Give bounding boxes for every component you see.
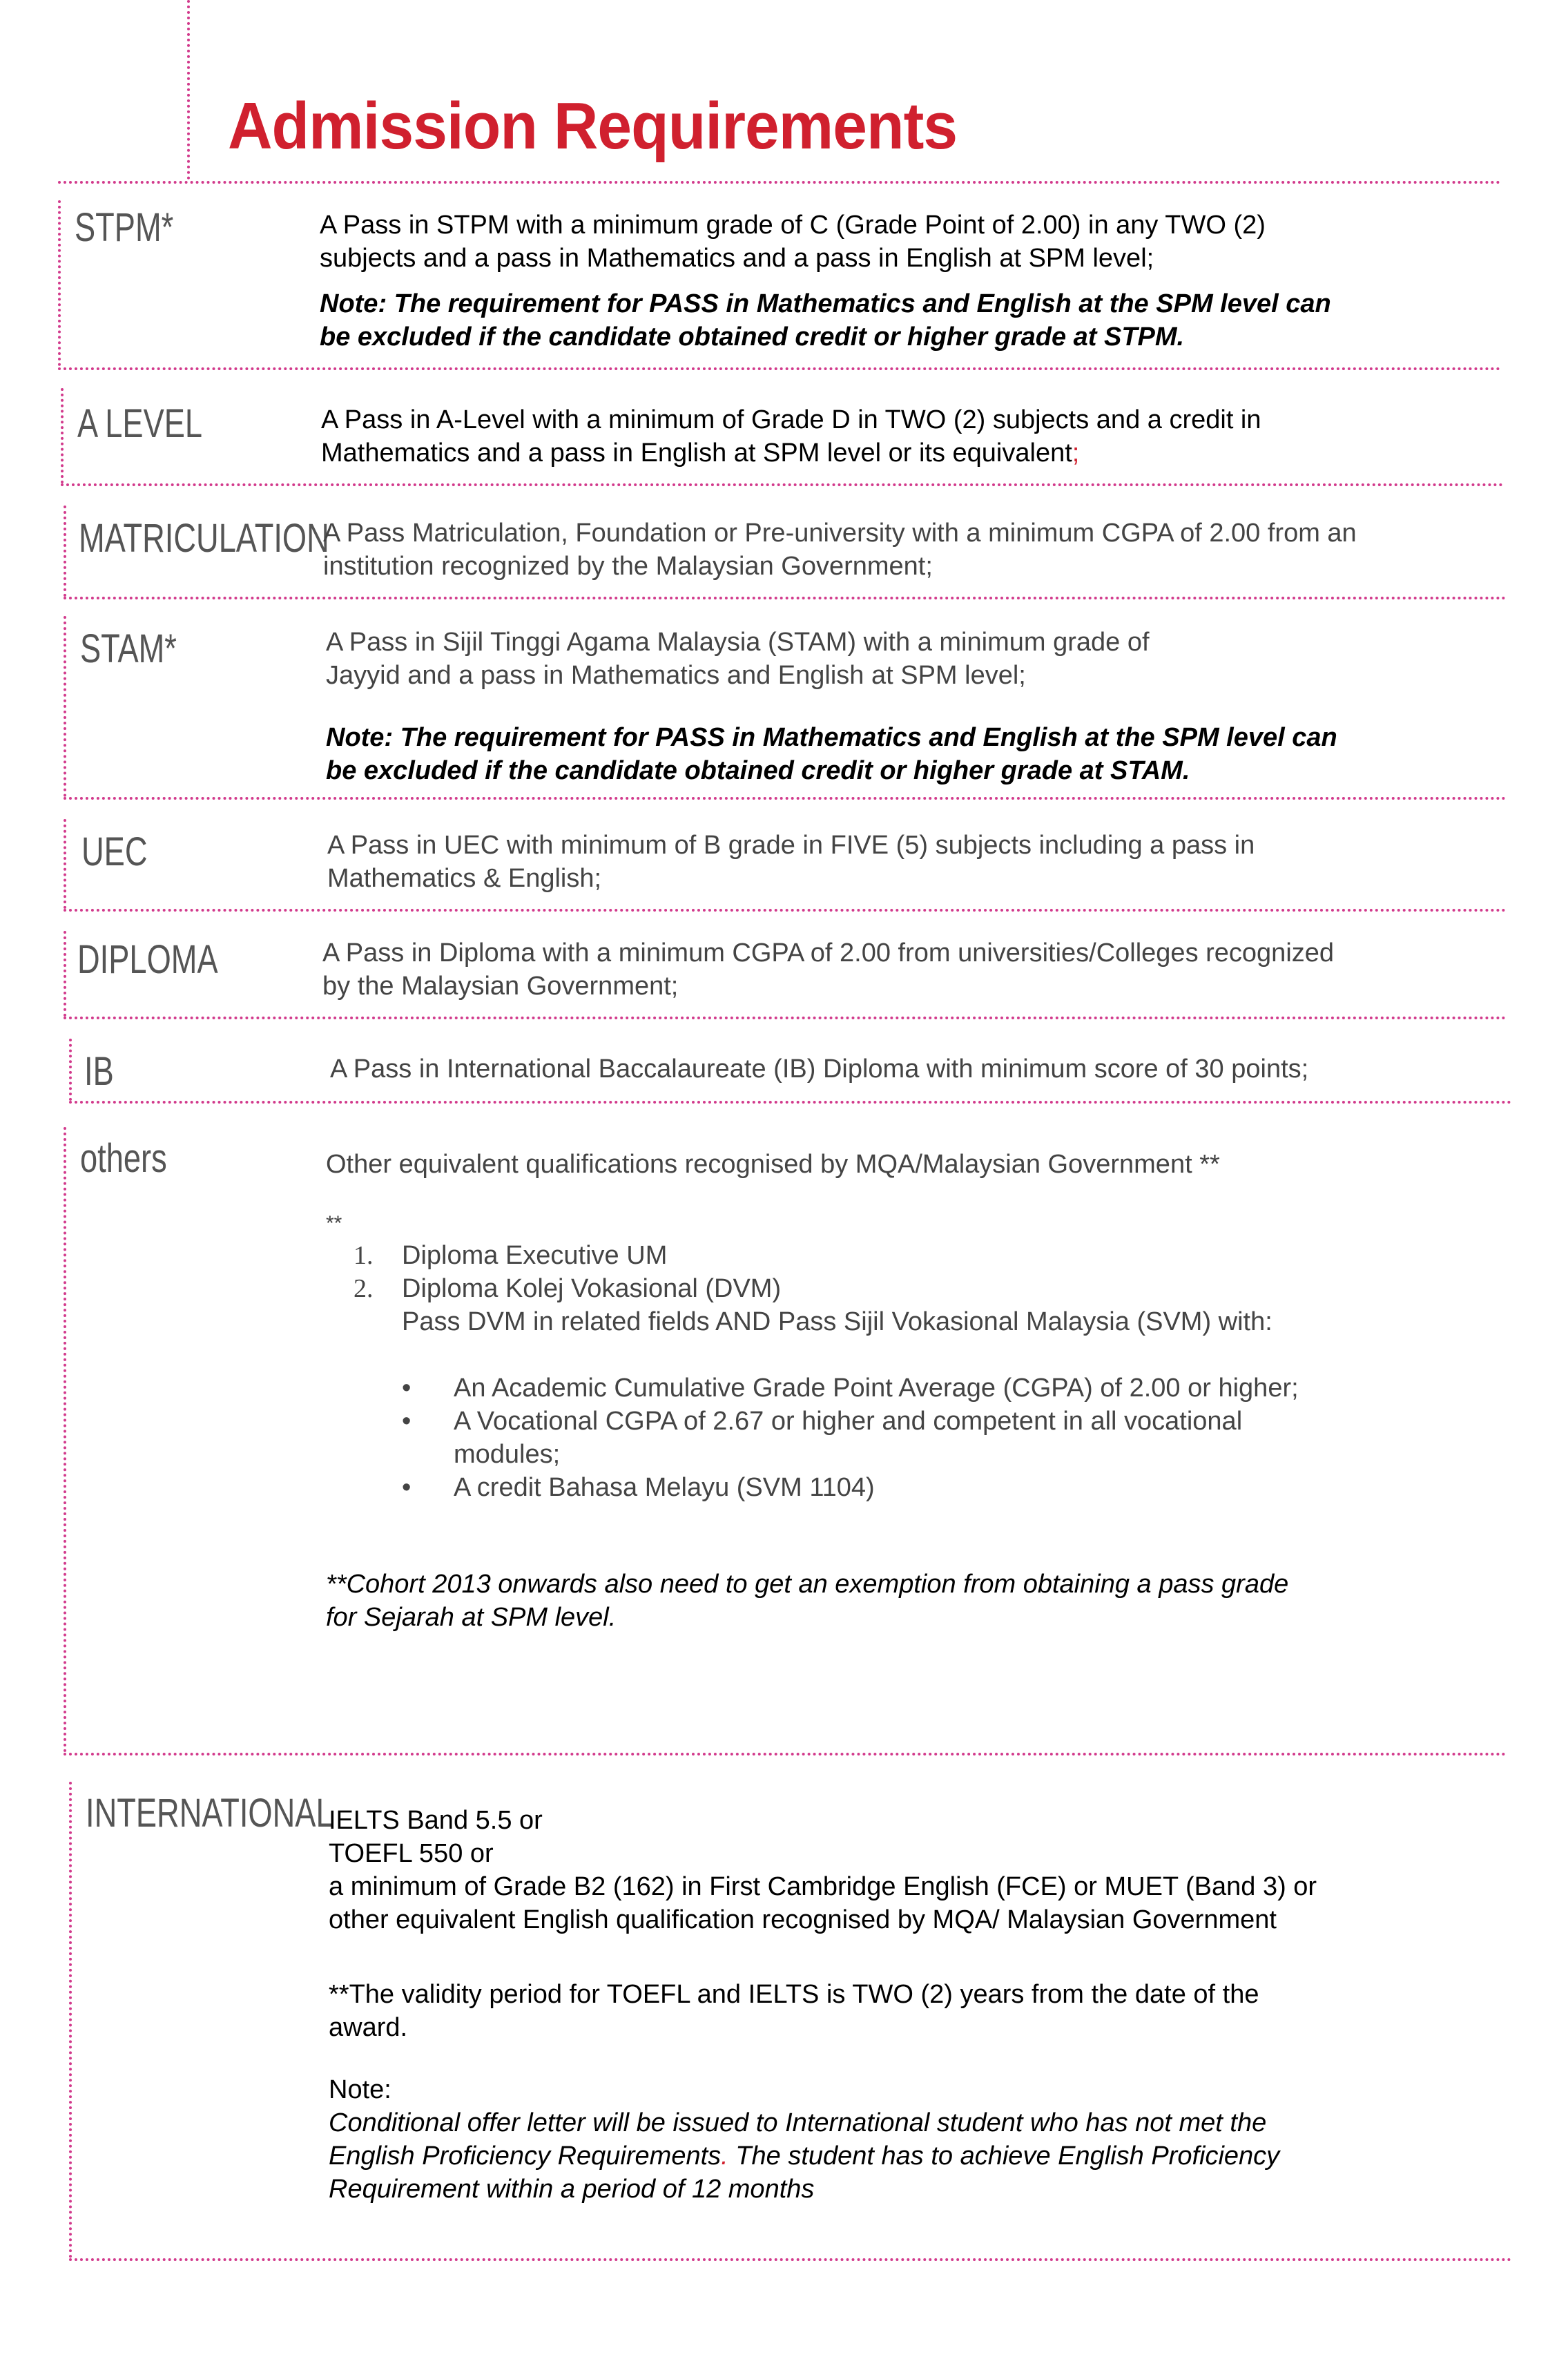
- others-item-2: [326, 1272, 1362, 1338]
- intl-body: [329, 1804, 1323, 2206]
- stpm-text: A Pass in STPM with a minimum grade of C (Grade Point of 2.00) in any TWO (2) subjects and a pass in Mathematics and a pass in English at SPM level;: [320, 211, 1266, 273]
- uec-text: A Pass in UEC with minimum of B grade in FIVE (5) subjects including a pass in Mathematics & English;: [327, 831, 1255, 893]
- intl-note-label: Note:: [329, 2075, 391, 2104]
- stam-line1: A Pass in Sijil Tinggi Agama Malaysia (STAM) with a minimum grade of: [326, 628, 1150, 657]
- alevel-label: A LEVEL: [77, 401, 203, 446]
- matric-vertical-rule: [64, 506, 66, 597]
- stam-body: [326, 626, 1362, 787]
- others-stars: **: [326, 1212, 342, 1235]
- intl-note-part2: The student has to achieve English Proficiency Requirement within a period of 12 months: [329, 2142, 1280, 2204]
- intl-validity: **The validity period for TOEFL and IELTS is TWO (2) years from the date of the award.: [329, 1980, 1259, 2042]
- others-cohort: **Cohort 2013 onwards also need to get an exemption from obtaining a pass grade for Sejarah at SPM level.: [326, 1570, 1289, 1632]
- others-item-2-sub: Pass DVM in related fields AND Pass Sijil Vokasional Malaysia (SVM) with:: [402, 1307, 1272, 1336]
- others-item-1-text: Diploma Executive UM: [402, 1241, 668, 1270]
- page-title: Admission Requirements: [228, 89, 958, 163]
- stpm-vertical-rule: [58, 200, 61, 366]
- others-body: [326, 1148, 1362, 1634]
- intl-line-2: TOEFL 550 or: [329, 1839, 494, 1868]
- stam-vertical-rule: [64, 616, 66, 797]
- uec-body: [327, 829, 1363, 895]
- bullet-icon: •: [402, 1473, 412, 1502]
- rule-uec: [64, 909, 1507, 912]
- others-item-1: [326, 1239, 1362, 1272]
- alevel-text: A Pass in A-Level with a minimum of Grade D in TWO (2) subjects and a credit in Mathematics and a pass in English at SPM level or its equivalent: [321, 405, 1261, 468]
- stam-line2: Jayyid and a pass in Mathematics and English at SPM level;: [326, 661, 1026, 690]
- stpm-label: STPM*: [75, 205, 174, 250]
- others-bullet-3-text: A credit Bahasa Melayu (SVM 1104): [454, 1473, 875, 1502]
- ib-vertical-rule: [69, 1039, 72, 1101]
- intl-line-3: a minimum of Grade B2 (162) in First Cambridge English (FCE) or MUET (Band 3) or other equivalent English qualification recognised by MQA/ Malaysian Government: [329, 1872, 1317, 1934]
- rule-matric: [64, 597, 1507, 599]
- others-item-2-text: Diploma Kolej Vokasional (DVM): [402, 1274, 782, 1303]
- intl-note: [329, 2106, 1330, 2206]
- intl-label: INTERNATIONAL: [86, 1791, 333, 1836]
- others-bullet-2: [326, 1405, 1362, 1471]
- stam-note: Note: The requirement for PASS in Mathematics and English at the SPM level can be excluded if the candidate obtained credit or higher grade at STAM.: [326, 723, 1337, 785]
- uec-vertical-rule: [64, 819, 66, 909]
- matric-label: MATRICULATION: [79, 516, 329, 561]
- ib-label: IB: [84, 1049, 114, 1094]
- others-item-2-num: 2.: [354, 1274, 374, 1303]
- diploma-text: A Pass in Diploma with a minimum CGPA of 2.00 from universities/Colleges recognized by the Malaysian Government;: [322, 939, 1335, 1001]
- rule-diploma: [64, 1017, 1507, 1019]
- intl-line-1: IELTS Band 5.5 or: [329, 1806, 543, 1835]
- diploma-vertical-rule: [64, 931, 66, 1017]
- rule-alevel: [61, 483, 1504, 486]
- diploma-body: [322, 936, 1358, 1003]
- rule-stpm: [58, 367, 1501, 370]
- others-label: others: [80, 1136, 167, 1181]
- rule-stam: [64, 797, 1507, 800]
- bullet-icon: •: [402, 1374, 412, 1403]
- intl-note-part1: Conditional offer letter will be issued to International student who has not met the English Proficiency Requirements: [329, 2108, 1267, 2171]
- matric-text: A Pass Matriculation, Foundation or Pre-university with a minimum CGPA of 2.00 from an institution recognized by the Malaysian Government;: [323, 519, 1357, 581]
- matric-body: [323, 517, 1359, 583]
- others-bullet-1-text: An Academic Cumulative Grade Point Average (CGPA) of 2.00 or higher;: [454, 1374, 1299, 1403]
- alevel-punct: ;: [1072, 439, 1080, 468]
- rule-others: [64, 1753, 1507, 1755]
- others-bullet-1: [326, 1372, 1362, 1405]
- diploma-label: DIPLOMA: [77, 937, 218, 982]
- intl-note-dot: .: [721, 2142, 728, 2171]
- intl-vertical-rule: [69, 1782, 72, 2258]
- uec-label: UEC: [81, 829, 148, 874]
- alevel-body: [321, 403, 1357, 470]
- ib-text: A Pass in International Baccalaureate (IB) Diploma with minimum score of 30 points;: [330, 1055, 1309, 1084]
- others-vertical-rule: [64, 1127, 66, 1753]
- stpm-note: Note: The requirement for PASS in Mathematics and English at the SPM level can be excluded if the candidate obtained credit or higher grade at STPM.: [320, 289, 1331, 352]
- others-bullet-2-text: A Vocational CGPA of 2.67 or higher and competent in all vocational modules;: [454, 1407, 1243, 1469]
- rule-intl: [69, 2258, 1512, 2261]
- ib-body: [330, 1052, 1504, 1086]
- bullet-icon: •: [402, 1407, 412, 1436]
- others-item-1-num: 1.: [354, 1241, 374, 1270]
- alevel-vertical-rule: [61, 388, 64, 483]
- rule-title: [58, 181, 1501, 184]
- others-text: Other equivalent qualifications recognised by MQA/Malaysian Government **: [326, 1150, 1220, 1179]
- title-vertical-rule: [187, 0, 190, 180]
- stpm-body: [320, 209, 1355, 354]
- stam-label: STAM*: [80, 626, 177, 671]
- rule-ib: [69, 1101, 1512, 1104]
- others-bullet-3: [326, 1471, 1362, 1504]
